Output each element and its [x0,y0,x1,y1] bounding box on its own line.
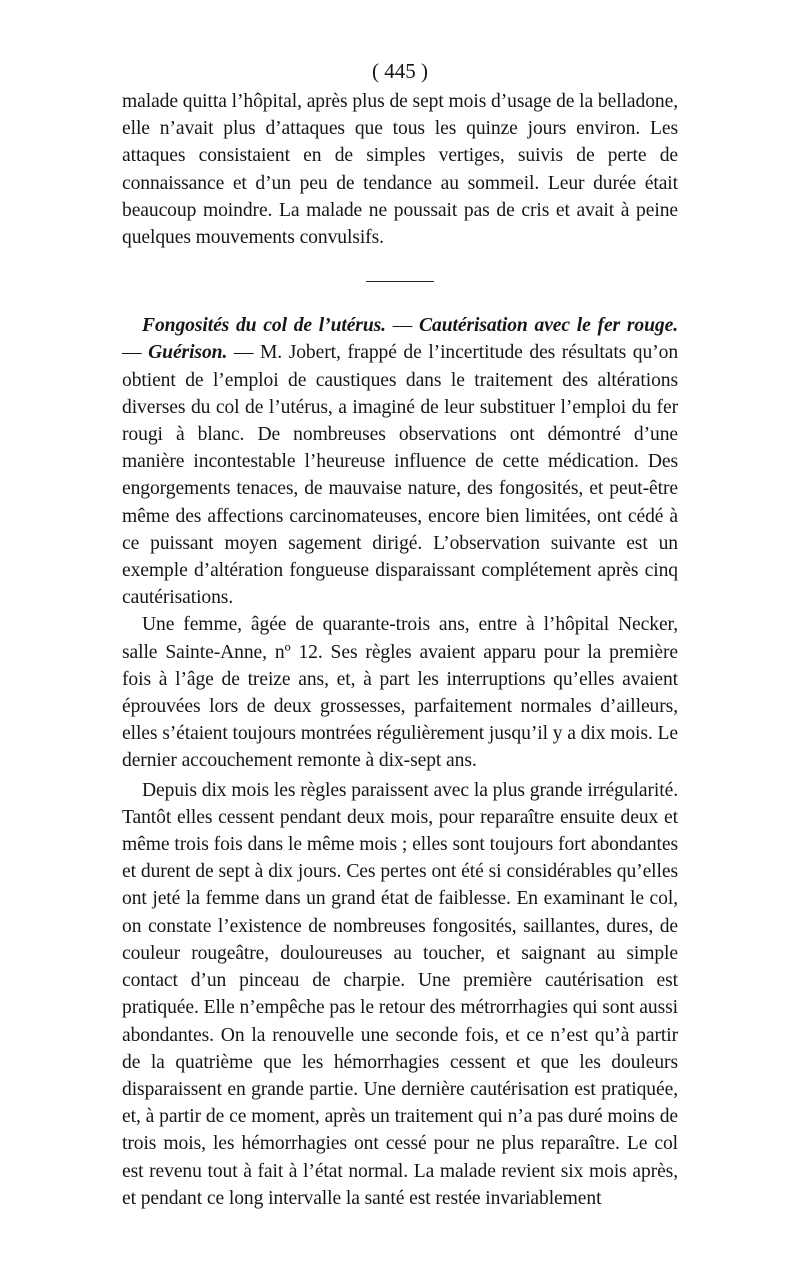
section-heading-paragraph [122,312,678,611]
document-page [122,56,678,1212]
page-number: ( 445 ) [372,59,428,83]
section-dash: — [122,342,149,364]
section-intro-text: M. Jobert, frappé de l’incertitude des résultats qu’on obtient de l’emploi de caustiques dans le traitement des altérations diverses du col de l’utérus, a imaginé de leur substituer l’emploi du fer rougi à blanc. De nombreuses observations ont démontré d’une manière incontestable l’heureuse influence de cette médication. Des engorgements tenaces, de mauvaise nature, des fongosités, et peut-être même des affections carcinomateuses, encore bien limitées, ont cédé à ce puissant moyen sagement dirigé. L’observation suivante est un exemple d’altération fongueuse disparaissant complétement après cinq cautérisations. [122,342,679,609]
section-title: Fongosités du col de l’utérus. [142,315,386,337]
section-dash: — [227,342,260,364]
paragraph-belladone: malade quitta l’hôpital, après plus de sept mois d’usage de la belladone, elle n’avait plus d’attaques que tous les quinze jours environ. Les attaques consistaient en de simples vertiges, suivis de perte de connaissance et d’un peu de tendance au sommeil. Leur durée était beaucoup moindre. La malade ne poussait pas de cris et avait à peine quelques mouvements convulsifs. [122,91,678,249]
section-subtitle-guerison: Guérison. [148,342,228,364]
paragraph-treatment: Depuis dix mois les règles paraissent avec la plus grande irrégularité. Tantôt elles cessent pendant deux mois, pour reparaître ensuite deux et même trois fois dans le même mois ; elles sont toujours fort abondantes et durent de sept à dix jours. Ces pertes ont été si considérables qu’elles ont jeté la femme dans un grand état de faiblesse. En examinant le col, on constate l’existence de nombreuses fongosités, saillantes, dures, de couleur rougeâtre, douloureuses au toucher, et saignant au simple contact d’un pinceau de charpie. Une première cautérisation est pratiquée. Elle n’empêche pas le retour des métrorrhagies qui sont aussi abondantes. On la renouvelle une seconde fois, et ce n’est qu’à partir de la quatrième que les hémorrhagies cessent et que les douleurs disparaissent en grande partie. Une dernière cautérisation est pratiquée, et, à partir de ce moment, après un traitement qui n’a pas duré moins de trois mois, les hémorrhagies ont cessé pour ne plus reparaître. Le col est revenu tout à fait à l’état normal. La malade revient six mois après, et pendant ce long intervalle la santé est restée invariablement [122,779,678,1209]
section-divider [366,281,434,282]
section-dash: — [385,315,420,337]
paragraph-patient-history: Une femme, âgée de quarante-trois ans, entre à l’hôpital Necker, salle Sainte-Anne, nº 12. Ses règles avaient apparu pour la première fois à l’âge de treize ans, et, à part les interruptions qu’elles avaient éprouvées lors de deux grossesses, parfaitement normales d’ailleurs, elles s’étaient toujours montrées régulièrement jusqu’il y a dix mois. Le dernier accouchement remonte à dix-sept ans. [122,614,678,772]
section-subtitle-cauterisation: Cautérisation avec le fer rouge. [419,315,678,337]
